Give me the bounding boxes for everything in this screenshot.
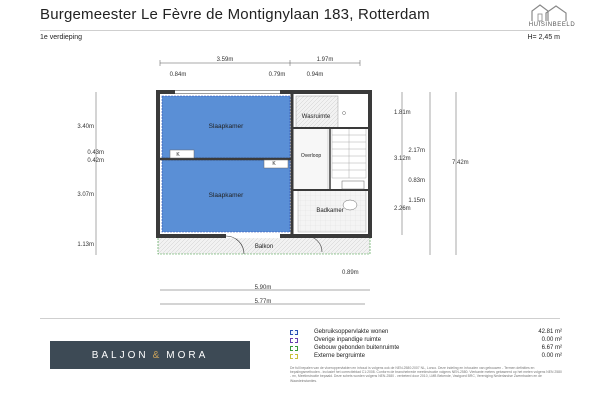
dim-sub-3: 0.94m bbox=[306, 72, 324, 78]
dim-top-1: 3.59m bbox=[216, 57, 234, 63]
bathroom-label: Badkamer bbox=[316, 208, 344, 214]
dim-left-2: 0.43m bbox=[87, 150, 104, 156]
dim-bottom-2: 5.77m bbox=[254, 299, 272, 305]
legend-label: Gebruiksoppervlakte wonen bbox=[314, 329, 389, 335]
bedroom-1-label: Slaapkamer bbox=[208, 123, 244, 130]
legend-label: Overige inpandige ruimte bbox=[314, 337, 382, 343]
dim-left-1: 3.40m bbox=[77, 124, 94, 130]
laundry-area bbox=[296, 96, 338, 128]
brand-banner bbox=[50, 341, 250, 369]
dim-right-6: 2.26m bbox=[394, 206, 411, 212]
dim-left-4: 3.07m bbox=[77, 192, 94, 198]
dim-right-5: 1.15m bbox=[408, 198, 425, 204]
legend-swatch bbox=[290, 338, 298, 343]
dim-top-2: 1.97m bbox=[316, 57, 334, 63]
dim-bottom-1: 5.90m bbox=[254, 285, 272, 291]
landing-area bbox=[292, 128, 328, 190]
brand-name-left: BALJON bbox=[91, 349, 149, 361]
legend-row bbox=[290, 336, 562, 344]
dim-right-2: 2.17m bbox=[408, 148, 425, 154]
area-legend bbox=[290, 328, 562, 360]
dim-bottom-small: 0.89m bbox=[342, 270, 359, 276]
dim-right-4: 0.83m bbox=[408, 178, 425, 184]
legend-value: 42.81 m² bbox=[538, 329, 562, 335]
closet-label-1: K bbox=[176, 152, 180, 158]
closet-label-2: K bbox=[272, 161, 276, 167]
legend-swatch bbox=[290, 330, 298, 335]
brand-ampersand: & bbox=[152, 349, 163, 361]
legend-row bbox=[290, 352, 562, 360]
legend-label: Gebouw gebonden buitenruimte bbox=[314, 345, 400, 351]
dim-sub-2: 0.79m bbox=[268, 72, 286, 78]
logo-text: HUISINBEELD bbox=[528, 22, 576, 28]
page-title: Burgemeester Le Fèvre de Montignylaan 183, Rotterdam bbox=[40, 6, 430, 23]
dim-right-total: 7.42m bbox=[452, 160, 469, 166]
legend-value: 0.00 m² bbox=[541, 337, 562, 343]
measurement-footnote: De full bepalen van de vloeroppervlakten en inhoud is volgens ook de NEN-2580:2007 NL, Lonco. Deze indeling en inhouden van gebouwen - Termen definities en bepalingsmethoden - inclusief het correctieblad C1:2008. Conform de branchebrede meetinstructie volgens NEN-2580. Vierkante meters gebaseerd op het meten volgens NEN 2580 - m², Meetinstructie bepaald. Deze schets worden volgens NEN-2580 - verbeterd door 2010, LMB Bekende, Vastgoed BRC, Vereniging Nederlandse Zwembaden en de Waardeinstanties. bbox=[290, 366, 562, 383]
legend-swatch bbox=[290, 346, 298, 351]
right-dimension-lines bbox=[402, 92, 456, 255]
footer-divider bbox=[40, 318, 560, 319]
dim-sub-1: 0.84m bbox=[169, 72, 187, 78]
bedroom-2-label: Slaapkamer bbox=[208, 192, 244, 199]
dim-left-5: 1.13m bbox=[77, 242, 94, 248]
legend-row bbox=[290, 344, 562, 352]
dim-right-1: 1.81m bbox=[394, 110, 411, 116]
floor-label: 1e verdieping bbox=[40, 34, 83, 41]
dim-left-3: 0.42m bbox=[87, 158, 104, 164]
legend-label: Externe bergruimte bbox=[314, 353, 366, 359]
legend-row bbox=[290, 328, 562, 336]
legend-value: 6.67 m² bbox=[541, 345, 562, 351]
balcony-label: Balkon bbox=[254, 244, 274, 250]
dim-right-3: 3.12m bbox=[394, 156, 411, 162]
legend-value: 0.00 m² bbox=[541, 353, 562, 359]
legend-swatch bbox=[290, 354, 298, 359]
brand-name-right: MORA bbox=[166, 349, 209, 361]
landing-label: Overloop bbox=[300, 153, 322, 159]
laundry-label: Wasruimte bbox=[301, 114, 331, 120]
ceiling-height-label: H= 2,45 m bbox=[527, 34, 560, 41]
